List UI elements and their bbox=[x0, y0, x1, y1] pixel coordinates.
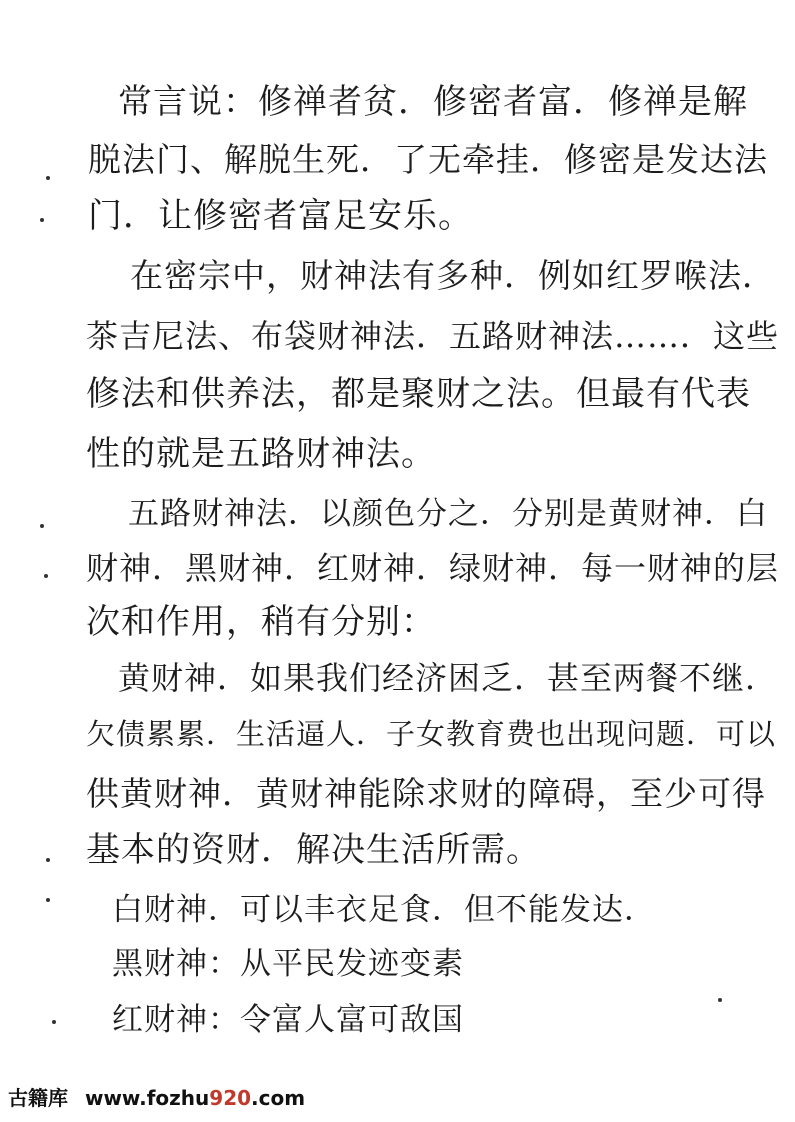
text-line: 供黄财神．黄财神能除求财的障碍，至少可得 bbox=[86, 774, 766, 813]
text-line: 在密宗中，财神法有多种．例如红罗喉法． bbox=[130, 256, 776, 295]
margin-dot bbox=[46, 858, 50, 862]
text-line: 修法和供养法，都是聚财之法。但最有代表 bbox=[86, 374, 751, 414]
text-line: 欠债累累．生活逼人．子女教育费也出现问题．可以 bbox=[86, 717, 777, 751]
watermark-footer bbox=[8, 1082, 305, 1114]
margin-dot bbox=[46, 898, 50, 902]
text-line: 红财神：令富人富可敌国 bbox=[112, 1002, 464, 1038]
site-url-suffix: .com bbox=[251, 1086, 306, 1110]
margin-dot bbox=[44, 574, 48, 578]
margin-dot bbox=[40, 218, 44, 222]
text-line: 财神．黑财神．红财神．绿财神．每一财神的层 bbox=[86, 549, 780, 587]
text-line: 茶吉尼法、布袋财神法．五路财神法……．这些 bbox=[86, 317, 780, 355]
margin-dot bbox=[52, 1020, 56, 1024]
text-line: 黄财神．如果我们经济困乏．甚至两餐不继． bbox=[118, 659, 779, 697]
text-line: 性的就是五路财神法。 bbox=[86, 434, 436, 474]
margin-dot bbox=[46, 176, 50, 180]
site-url-prefix: www.fozhu bbox=[84, 1086, 210, 1110]
text-line: 白财神．可以丰衣足食．但不能发达． bbox=[112, 892, 656, 928]
margin-dot bbox=[718, 998, 722, 1002]
text-line: 门．让修密者富足安乐。 bbox=[88, 196, 473, 236]
text-line: 基本的资财．解决生活所需。 bbox=[86, 830, 541, 870]
text-line: 脱法门、解脱生死．了无牵挂．修密是发达法 bbox=[88, 140, 768, 179]
text-line: 黑财神：从平民发迹变素 bbox=[112, 946, 464, 982]
margin-dot bbox=[40, 524, 44, 528]
site-brand: 古籍库 bbox=[8, 1086, 68, 1110]
text-line: 常言说：修禅者贫．修密者富．修禅是解 bbox=[118, 82, 748, 122]
site-url-number: 920 bbox=[209, 1086, 252, 1110]
text-line: 次和作用，稍有分别： bbox=[86, 602, 436, 642]
text-line: 五路财神法．以颜色分之．分别是黄财神．白 bbox=[128, 496, 768, 532]
